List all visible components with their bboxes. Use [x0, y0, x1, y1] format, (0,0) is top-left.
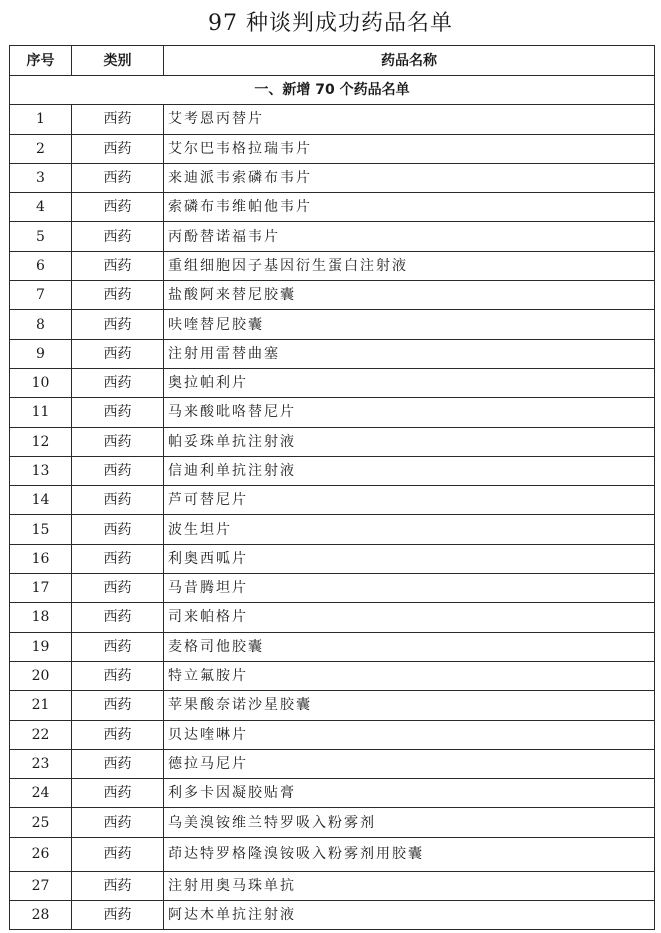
- row-category: 西药: [72, 163, 164, 192]
- row-drug-name: 帕妥珠单抗注射液: [164, 427, 655, 456]
- row-drug-name: 马昔腾坦片: [164, 574, 655, 603]
- table-row: [10, 251, 655, 280]
- row-drug-name: 索磷布韦维帕他韦片: [164, 193, 655, 222]
- table-row: [10, 486, 655, 515]
- row-category: 西药: [72, 720, 164, 749]
- row-category: 西药: [72, 251, 164, 280]
- table-row: [10, 222, 655, 251]
- row-index: 3: [10, 163, 72, 192]
- row-drug-name: 奥拉帕利片: [164, 368, 655, 397]
- row-category: 西药: [72, 779, 164, 808]
- row-category: 西药: [72, 398, 164, 427]
- table-row: [10, 134, 655, 163]
- section-heading: 一、新增 70 个药品名单: [10, 76, 655, 105]
- row-drug-name: 注射用奥马珠单抗: [164, 871, 655, 900]
- row-index: 18: [10, 603, 72, 632]
- row-index: 1: [10, 105, 72, 134]
- row-category: 西药: [72, 456, 164, 485]
- row-drug-name: 芦可替尼片: [164, 486, 655, 515]
- row-index: 13: [10, 456, 72, 485]
- row-category: 西药: [72, 105, 164, 134]
- row-index: 16: [10, 544, 72, 573]
- row-category: 西药: [72, 222, 164, 251]
- table-row: [10, 163, 655, 192]
- table-row: [10, 871, 655, 900]
- row-drug-name: 贝达喹啉片: [164, 720, 655, 749]
- row-category: 西药: [72, 134, 164, 163]
- header-category: 类别: [72, 46, 164, 76]
- row-category: 西药: [72, 281, 164, 310]
- row-drug-name: 茚达特罗格隆溴铵吸入粉雾剂用胶囊: [164, 837, 655, 871]
- table-row: [10, 310, 655, 339]
- row-drug-name: 德拉马尼片: [164, 749, 655, 778]
- table-row: [10, 691, 655, 720]
- row-category: 西药: [72, 486, 164, 515]
- row-drug-name: 艾尔巴韦格拉瑞韦片: [164, 134, 655, 163]
- table-row: [10, 105, 655, 134]
- row-category: 西药: [72, 837, 164, 871]
- row-category: 西药: [72, 808, 164, 837]
- row-drug-name: 利奥西呱片: [164, 544, 655, 573]
- table-row: [10, 837, 655, 871]
- row-index: 4: [10, 193, 72, 222]
- row-drug-name: 注射用雷替曲塞: [164, 339, 655, 368]
- row-index: 22: [10, 720, 72, 749]
- row-drug-name: 波生坦片: [164, 515, 655, 544]
- row-index: 19: [10, 632, 72, 661]
- row-category: 西药: [72, 691, 164, 720]
- row-category: 西药: [72, 901, 164, 930]
- row-index: 9: [10, 339, 72, 368]
- table-row: [10, 544, 655, 573]
- row-index: 28: [10, 901, 72, 930]
- row-index: 26: [10, 837, 72, 871]
- row-drug-name: 艾考恩丙替片: [164, 105, 655, 134]
- row-drug-name: 呋喹替尼胶囊: [164, 310, 655, 339]
- table-row: [10, 720, 655, 749]
- row-category: 西药: [72, 603, 164, 632]
- row-index: 20: [10, 661, 72, 690]
- table-row: [10, 632, 655, 661]
- table-row: [10, 368, 655, 397]
- table-row: [10, 661, 655, 690]
- row-drug-name: 苹果酸奈诺沙星胶囊: [164, 691, 655, 720]
- table-row: [10, 427, 655, 456]
- row-category: 西药: [72, 574, 164, 603]
- table-row: [10, 603, 655, 632]
- table-row: [10, 515, 655, 544]
- row-drug-name: 特立氟胺片: [164, 661, 655, 690]
- row-index: 14: [10, 486, 72, 515]
- table-row: [10, 339, 655, 368]
- row-drug-name: 阿达木单抗注射液: [164, 901, 655, 930]
- table-row: [10, 779, 655, 808]
- row-drug-name: 马来酸吡咯替尼片: [164, 398, 655, 427]
- table-header-row: [10, 46, 655, 76]
- row-category: 西药: [72, 339, 164, 368]
- table-row: [10, 901, 655, 930]
- row-index: 8: [10, 310, 72, 339]
- row-category: 西药: [72, 632, 164, 661]
- table-row: [10, 398, 655, 427]
- row-category: 西药: [72, 310, 164, 339]
- row-index: 12: [10, 427, 72, 456]
- row-index: 27: [10, 871, 72, 900]
- row-drug-name: 司来帕格片: [164, 603, 655, 632]
- row-drug-name: 信迪利单抗注射液: [164, 456, 655, 485]
- row-index: 24: [10, 779, 72, 808]
- row-drug-name: 盐酸阿来替尼胶囊: [164, 281, 655, 310]
- row-category: 西药: [72, 515, 164, 544]
- row-category: 西药: [72, 193, 164, 222]
- row-index: 5: [10, 222, 72, 251]
- table-row: [10, 281, 655, 310]
- row-index: 21: [10, 691, 72, 720]
- row-drug-name: 来迪派韦索磷布韦片: [164, 163, 655, 192]
- row-drug-name: 乌美溴铵维兰特罗吸入粉雾剂: [164, 808, 655, 837]
- drug-list-table: [9, 45, 655, 930]
- row-drug-name: 麦格司他胶囊: [164, 632, 655, 661]
- table-row: [10, 749, 655, 778]
- table-row: [10, 193, 655, 222]
- table-row: [10, 456, 655, 485]
- row-drug-name: 丙酚替诺福韦片: [164, 222, 655, 251]
- row-index: 25: [10, 808, 72, 837]
- row-drug-name: 重组细胞因子基因衍生蛋白注射液: [164, 251, 655, 280]
- table-row: [10, 808, 655, 837]
- row-drug-name: 利多卡因凝胶贴膏: [164, 779, 655, 808]
- row-index: 2: [10, 134, 72, 163]
- row-index: 7: [10, 281, 72, 310]
- header-index: 序号: [10, 46, 72, 76]
- row-index: 23: [10, 749, 72, 778]
- row-category: 西药: [72, 749, 164, 778]
- section-row: [10, 76, 655, 105]
- table-row: [10, 574, 655, 603]
- row-category: 西药: [72, 427, 164, 456]
- row-index: 17: [10, 574, 72, 603]
- row-index: 11: [10, 398, 72, 427]
- row-category: 西药: [72, 544, 164, 573]
- row-index: 6: [10, 251, 72, 280]
- header-drug-name: 药品名称: [164, 46, 655, 76]
- row-category: 西药: [72, 661, 164, 690]
- document-title: 97 种谈判成功药品名单: [208, 11, 453, 36]
- row-category: 西药: [72, 368, 164, 397]
- row-index: 15: [10, 515, 72, 544]
- row-category: 西药: [72, 871, 164, 900]
- row-index: 10: [10, 368, 72, 397]
